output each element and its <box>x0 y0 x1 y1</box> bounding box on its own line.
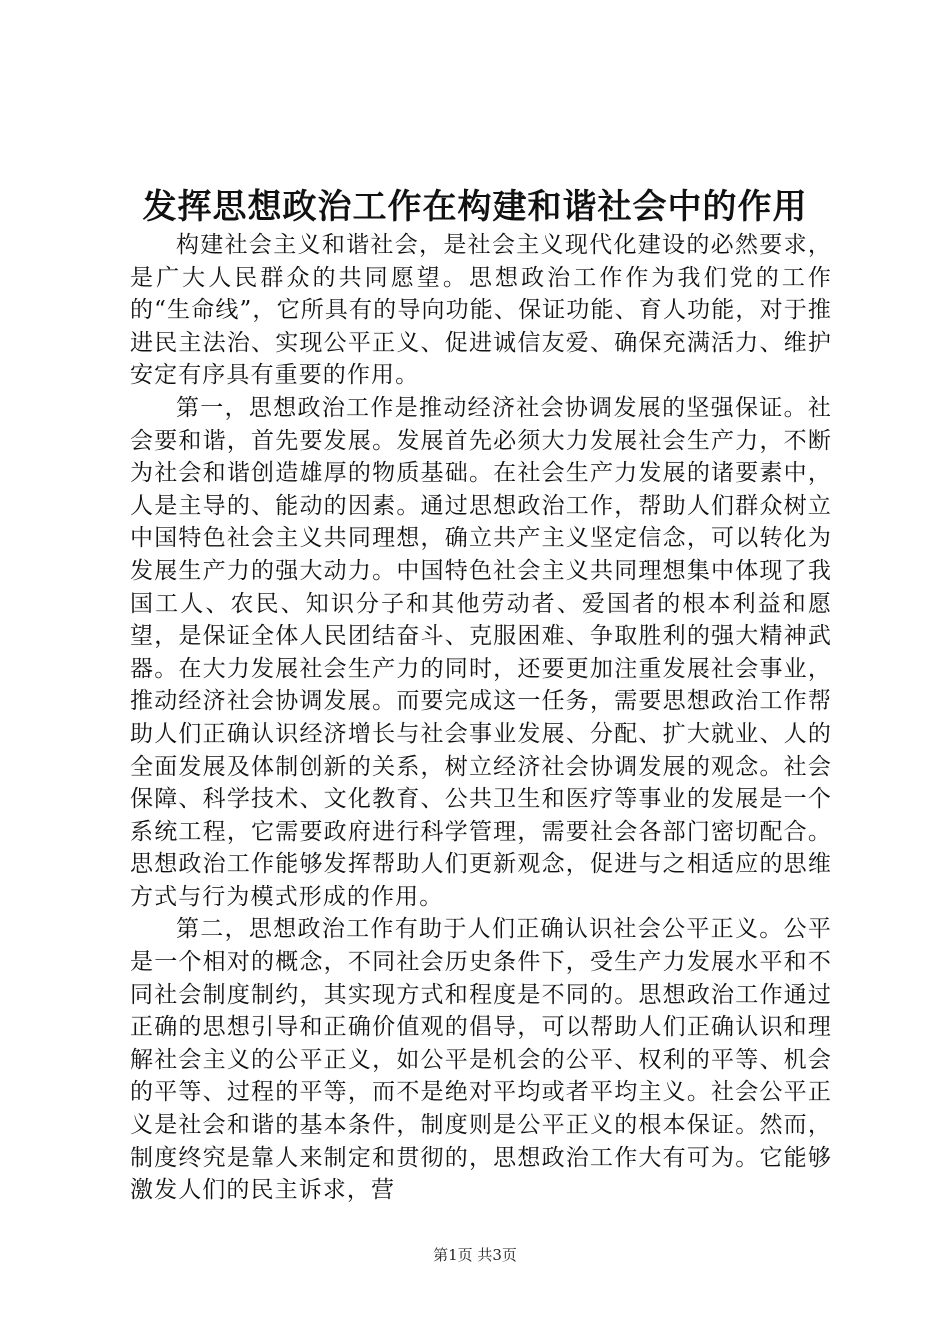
page-number-footer: 第1页 共3页 <box>433 1246 517 1264</box>
paragraph-intro: 构建社会主义和谐社会，是社会主义现代化建设的必然要求，是广大人民群众的共同愿望。思想政治工作作为我们党的工作的“生命线”，它所具有的导向功能、保证功能、育人功能，对于推进民主法治、实现公平正义、促进诚信友爱、确保充满活力、维护安定有序具有重要的作用。 <box>130 232 832 389</box>
document-title: 发挥思想政治工作在构建和谐社会中的作用 <box>142 187 808 227</box>
paragraph-second-point: 第二，思想政治工作有助于人们正确认识社会公平正义。公平是一个相对的概念，不同社会历史条件下，受生产力发展水平和不同社会制度制约，其实现方式和程度是不同的。思想政治工作通过正确的思想引导和正确价值观的倡导，可以帮助人们正确认识和理解社会主义的公平正义，如公平是机会的公平、权利的平等、机会的平等、过程的平等，而不是绝对平均或者平均主义。社会公平正义是社会和谐的基本条件，制度则是公平正义的根本保证。然而，制度终究是靠人来制定和贯彻的，思想政治工作大有可为。它能够激发人们的民主诉求，营 <box>130 916 832 1204</box>
paragraph-first-point: 第一，思想政治工作是推动经济社会协调发展的坚强保证。社会要和谐，首先要发展。发展首先必须大力发展社会生产力，不断为社会和谐创造雄厚的物质基础。在社会生产力发展的诸要素中，人是主导的、能动的因素。通过思想政治工作，帮助人们群众树立中国特色社会主义共同理想，确立共产主义坚定信念，可以转化为发展生产力的强大动力。中国特色社会主义共同理想集中体现了我国工人、农民、知识分子和其他劳动者、爱国者的根本利益和愿望，是保证全体人民团结奋斗、克服困难、争取胜利的强大精神武器。在大力发展社会生产力的同时，还要更加注重发展社会事业，推动经济社会协调发展。而要完成这一任务，需要思想政治工作帮助人们正确认识经济增长与社会事业发展、分配、扩大就业、人的全面发展及体制创新的关系，树立经济社会协调发展的观念。社会保障、科学技术、文化教育、公共卫生和医疗等事业的发展是一个系统工程，它需要政府进行科学管理，需要社会各部门密切配合。思想政治工作能够发挥帮助人们更新观念，促进与之相适应的思维方式与行为模式形成的作用。 <box>130 394 832 910</box>
document-body <box>130 229 832 1207</box>
